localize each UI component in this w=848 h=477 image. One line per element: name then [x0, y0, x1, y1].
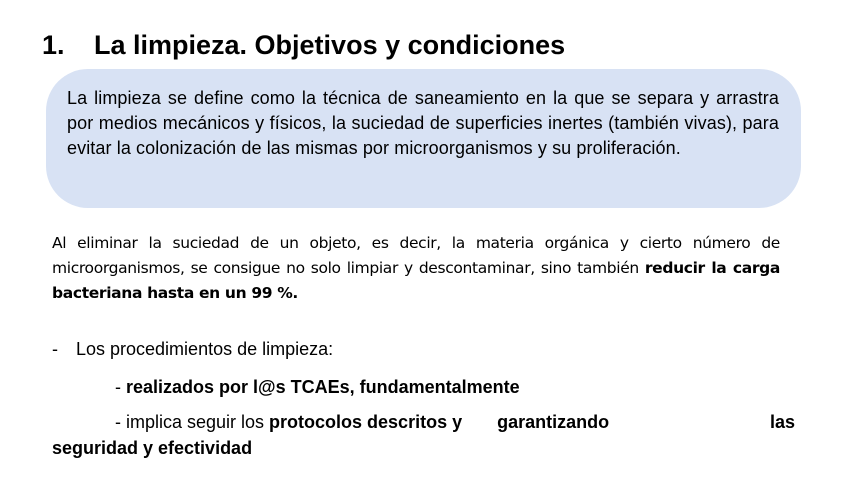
- body-paragraph: [52, 231, 780, 306]
- sub-item-1-prefix: -: [115, 377, 126, 397]
- paragraph-bold-text: reducir la carga bacteriana hasta en un 99 %.: [52, 259, 780, 302]
- definition-text: La limpieza se define como la técnica de saneamiento en la que se separa y arrastra por medios mecánicos y físicos, la suciedad de superficies inertes (también vivas), para evitar la colonización de las mismas por microorganismos y su proliferación.: [67, 88, 779, 158]
- title-number: 1.: [42, 30, 65, 60]
- slide-title: [42, 28, 565, 62]
- sub-item-1: [115, 376, 520, 398]
- bullet-item: [52, 338, 333, 360]
- paragraph-text: Al eliminar la suciedad de un objeto, es decir, la materia orgánica y cierto número de microorganismos, se consigue no solo limpiar y descontaminar, sino también: [52, 234, 780, 277]
- sub-item-2-bold-3: las: [769, 412, 795, 432]
- sub-item-2-prefix: - implica seguir los: [115, 412, 270, 432]
- title-text: La limpieza. Objetivos y condiciones: [94, 30, 566, 60]
- bullet-text: Los procedimientos de limpieza:: [76, 339, 334, 359]
- definition-box: [46, 69, 801, 208]
- sub-item-2: [52, 409, 795, 461]
- bullet-dash: -: [52, 339, 58, 359]
- sub-item-2-bold-4: seguridad y efectividad: [52, 438, 253, 458]
- sub-item-2-bold-1: protocolos descritos y: [269, 412, 463, 432]
- sub-item-1-bold: realizados por l@s TCAEs, fundamentalmente: [126, 377, 520, 397]
- sub-item-2-bold-2: garantizando: [497, 412, 610, 432]
